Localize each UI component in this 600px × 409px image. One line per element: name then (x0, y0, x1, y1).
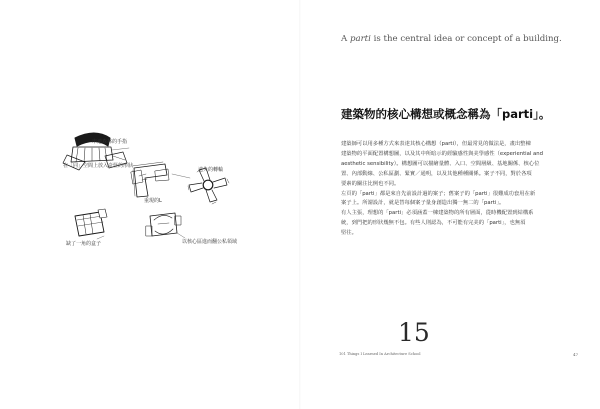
lesson-number: 15 (398, 318, 430, 347)
body-line: 置、內部動線、公私區劃、緊實／通明，以及其他種種關係。案子不同，對於各項 (341, 170, 532, 177)
body-line: 左頁的「parti」都是來自先前設計過的案子；舊案子的「parti」很難成功套用在新 (341, 190, 536, 197)
lesson-headline-suffix: is the central idea or concept of a building. (370, 34, 562, 44)
lesson-headline (341, 34, 581, 44)
body-line: 案子上。所謂設計，就是替每個案子量身創造出獨一無二的「parti」。 (341, 200, 505, 207)
body-line: 建築師可以用多種方式來表達其核心構想（parti），但最常見的做法是，畫出整棟 (341, 141, 531, 147)
pinwheel-sketch (188, 168, 229, 204)
lesson-headline-italic: parti (349, 34, 371, 44)
body-line: 有人主張，理想的「parti」必須涵蓋一棟建築物的所有層面，從時機配置到結構系 (341, 210, 534, 217)
caption-pinwheel: 遠失的轉輪 (198, 167, 224, 173)
courtyard-sketch (146, 213, 181, 236)
box-sketch (75, 209, 107, 236)
footer-book-title: 101 Things I Learned In Architecture School (339, 352, 421, 356)
caption-hands-note: 在「同」空間上放入奇怪的形狀 (63, 163, 134, 169)
caption-curved-roof: 串連森林的手指 (92, 139, 128, 145)
caption-courtyard: 以核心區進而翻公私領域 (182, 239, 238, 245)
lesson-headline-prefix: A (341, 34, 350, 44)
l-shape-sketch (131, 162, 169, 197)
body-line: 統，到門把的形狀幾無不包。有些人則認為，不可能有完美的「parti」，也無須 (341, 220, 526, 227)
body-text (341, 140, 559, 239)
body-line: 建築物的平面配置構想圖，以及其中所暗示的經驗感性與美學感性（experiential and (341, 150, 544, 157)
chinese-heading: 建築物的核心構想或概念稱為「parti」。 (341, 107, 551, 121)
page-number: 47 (573, 352, 579, 357)
caption-l-shape: 重現的L (144, 198, 162, 204)
body-line: 要素的關注比例也不同。 (341, 180, 400, 187)
body-line: aesthetic sensibility）。構想圖可以描繪量體、入口、空間層級、基地關係、核心位 (341, 160, 540, 167)
body-line: 堅往。 (341, 230, 357, 237)
caption-box: 缺了一角的盒子 (66, 241, 102, 247)
